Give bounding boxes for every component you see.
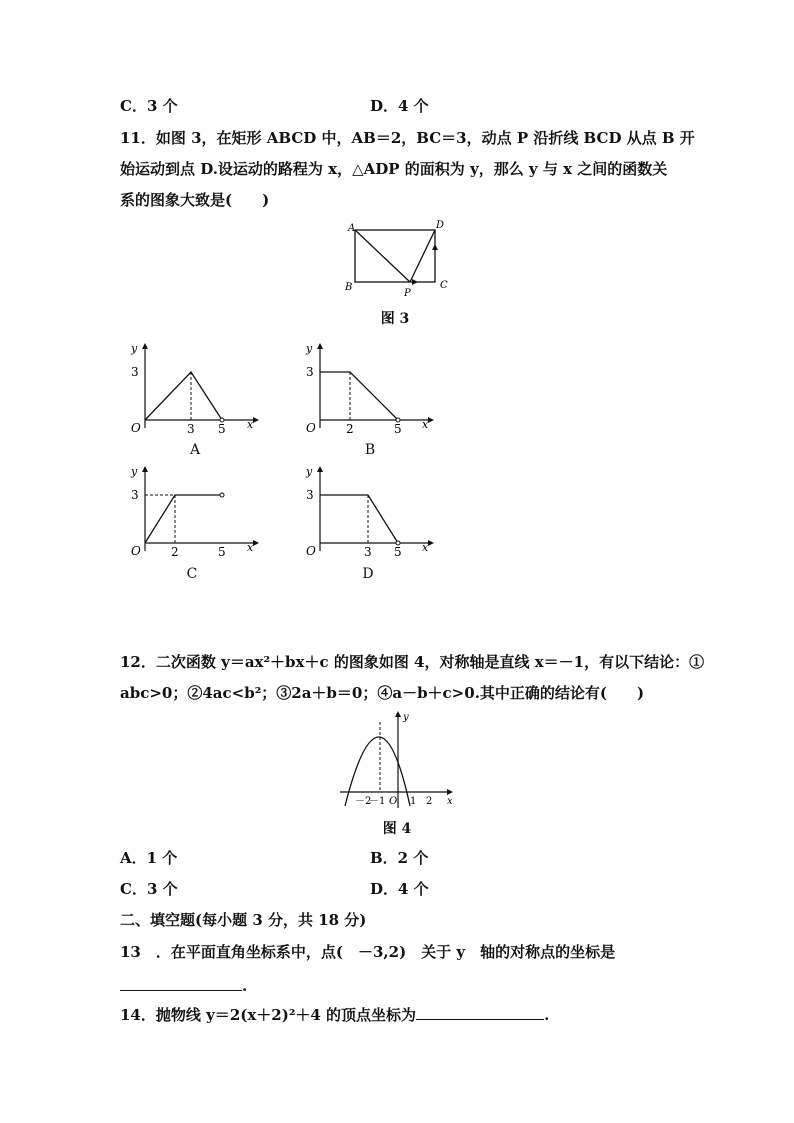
graph-d-y-label: y bbox=[306, 465, 313, 478]
fig4-y-label: y bbox=[403, 712, 409, 723]
graph-c bbox=[125, 463, 265, 558]
figure-3-rectangle bbox=[340, 218, 450, 298]
q12-option-b: B．2 个 bbox=[370, 849, 429, 867]
fig4-tick-1: 1 bbox=[410, 796, 417, 807]
graph-c-x-label: x bbox=[247, 541, 254, 554]
graph-c-y-label: y bbox=[131, 465, 138, 478]
graph-b-y-tick: 3 bbox=[306, 365, 314, 379]
graph-b-origin: O bbox=[306, 421, 316, 435]
graph-d-x-tick-1: 3 bbox=[364, 545, 372, 558]
q13-answer-blank: . bbox=[120, 976, 247, 996]
graph-b-x-tick-2: 5 bbox=[394, 422, 402, 435]
figure-4-parabola bbox=[335, 708, 460, 813]
q12-option-d: D．4 个 bbox=[370, 880, 429, 898]
graph-c-origin: O bbox=[131, 544, 141, 558]
graph-d-x-label: x bbox=[422, 541, 429, 554]
fig3-label-d: D bbox=[436, 220, 445, 231]
graph-d-x-tick-2: 5 bbox=[394, 545, 402, 558]
q14-answer-blank bbox=[416, 1005, 544, 1020]
figure-4-caption: 图 4 bbox=[382, 821, 412, 837]
figure-3-caption: 图 3 bbox=[380, 311, 410, 327]
q13-text: 13 ．在平面直角坐标系中，点( －3,2) 关于 y 轴的对称点的坐标是 bbox=[120, 943, 616, 961]
graph-b bbox=[300, 340, 440, 435]
q10-option-c: C．3 个 bbox=[120, 97, 178, 115]
graph-d bbox=[300, 463, 440, 558]
fig4-origin: O bbox=[389, 796, 398, 807]
q11-text-line1: 11．如图 3，在矩形 ABCD 中，AB＝2，BC＝3，动点 P 沿折线 BCD 从点 B 开 bbox=[120, 129, 695, 147]
fig4-x-label: x bbox=[447, 796, 453, 807]
fig4-tick-2: 2 bbox=[426, 796, 433, 807]
graph-a-origin: O bbox=[131, 421, 141, 435]
graph-a-x-tick-2: 5 bbox=[218, 422, 226, 435]
fig3-label-c: C bbox=[440, 280, 448, 291]
q10-option-d: D．4 个 bbox=[370, 97, 429, 115]
graph-a-x-tick-1: 3 bbox=[187, 422, 195, 435]
fig3-label-p: P bbox=[404, 288, 411, 298]
graph-b-x-label: x bbox=[422, 418, 429, 431]
fig3-label-a: A bbox=[348, 223, 356, 234]
graph-a-y-label: y bbox=[131, 342, 138, 355]
graph-b-y-label: y bbox=[306, 342, 313, 355]
fig3-label-b: B bbox=[345, 282, 353, 293]
fig4-tick-neg2: －2 bbox=[355, 796, 372, 807]
graph-b-label: B bbox=[364, 442, 376, 458]
graph-c-x-tick-2: 5 bbox=[218, 545, 226, 558]
graph-b-x-tick-1: 2 bbox=[346, 422, 354, 435]
graph-a bbox=[125, 340, 265, 435]
q12-text-line1: 12．二次函数 y＝ax²＋bx＋c 的图象如图 4，对称轴是直线 x＝－1，有以下结论：① bbox=[120, 653, 705, 671]
q11-text-line3: 系的图象大致是( ) bbox=[120, 191, 270, 209]
q12-option-a: A．1 个 bbox=[120, 849, 178, 867]
graph-c-y-tick: 3 bbox=[131, 488, 139, 502]
q14-line: 14．抛物线 y＝2(x＋2)²＋4 的顶点坐标为 . bbox=[120, 1006, 550, 1024]
q11-text-line2: 始运动到点 D.设运动的路程为 x，△ADP 的面积为 y，那么 y 与 x 之间的函数关 bbox=[120, 160, 668, 178]
graph-c-label: C bbox=[186, 566, 198, 582]
section-2-title: 二、填空题(每小题 3 分，共 18 分) bbox=[120, 911, 367, 929]
graph-c-x-tick-1: 2 bbox=[171, 545, 179, 558]
graph-a-label: A bbox=[189, 442, 201, 458]
graph-d-label: D bbox=[362, 566, 374, 582]
fig4-tick-neg1: －1 bbox=[369, 796, 386, 807]
graph-d-y-tick: 3 bbox=[306, 488, 314, 502]
graph-d-origin: O bbox=[306, 544, 316, 558]
graph-a-x-label: x bbox=[247, 418, 254, 431]
q12-text-line2: abc>0；②4ac<b²；③2a＋b＝0；④a－b＋c>0.其中正确的结论有( ) bbox=[120, 684, 645, 702]
graph-a-y-tick: 3 bbox=[131, 365, 139, 379]
q12-option-c: C．3 个 bbox=[120, 880, 178, 898]
q14-text: 14．抛物线 y＝2(x＋2)²＋4 的顶点坐标为 bbox=[120, 1006, 417, 1024]
